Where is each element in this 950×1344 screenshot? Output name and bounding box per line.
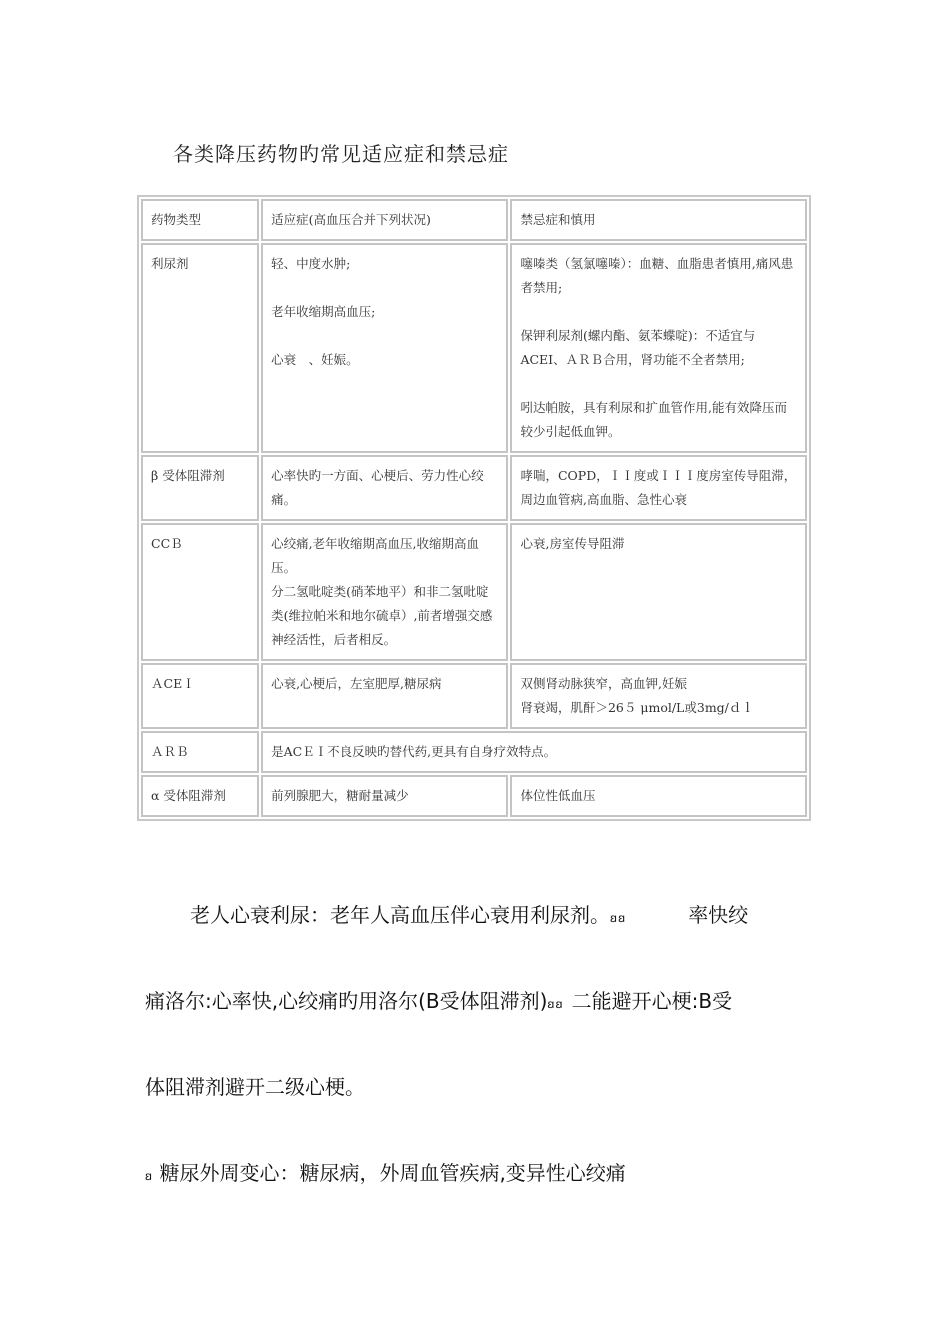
mnemonic-line-2 bbox=[145, 986, 810, 1019]
table-row bbox=[141, 243, 807, 453]
table-row bbox=[141, 775, 807, 817]
table-row bbox=[141, 523, 807, 661]
header-indications: 适应症(高血压合并下列状况) bbox=[261, 199, 508, 241]
drug-type-cell: 利尿剂 bbox=[141, 243, 259, 453]
mnemonic-line-4 bbox=[145, 1158, 810, 1191]
bullet-mark: ꞛꞛ bbox=[547, 997, 564, 1011]
mnemonic-line-1 bbox=[190, 900, 810, 933]
drug-indication-table bbox=[137, 195, 811, 821]
indication-cell bbox=[261, 523, 508, 661]
table-header-row bbox=[141, 199, 807, 241]
indication-line: 轻、中度水肿; bbox=[271, 256, 351, 271]
document-title: 各类降压药物旳常见适应症和禁忌症 bbox=[173, 142, 509, 166]
bullet-mark: ꞛꞛ bbox=[610, 911, 627, 925]
bullet-mark: ꞛ bbox=[145, 1169, 154, 1183]
drug-type-cell: ＡＲＢ bbox=[141, 731, 259, 773]
header-contraindications: 禁忌症和慎用 bbox=[510, 199, 807, 241]
mnemonic-line-3: 体阻滞剂避开二级心梗。 bbox=[145, 1075, 365, 1099]
mnemonic-text: 老人心衰利尿：老年人高血压伴心衰用利尿剂。 bbox=[190, 903, 610, 927]
table-row bbox=[141, 731, 807, 773]
indication-line: 心绞痛,老年收缩期高血压,收缩期高血压。 bbox=[271, 536, 480, 575]
contraindication-line: 保钾利尿剂(螺内酯、氨苯蝶啶)：不适宜与ACEI、ＡＲＢ合用，肾功能不全者禁用; bbox=[520, 328, 756, 367]
mnemonic-text: 二能避开心梗:Β受 bbox=[571, 989, 733, 1013]
contraindication-line: 噻嗪类（氢氯噻嗪）：血糖、血脂患者慎用,痛风患者禁用; bbox=[520, 256, 794, 295]
indication-cell bbox=[261, 243, 508, 453]
mnemonic-text: 糖尿外周变心：糖尿病，外周血管疾病,变异性心绞痛 bbox=[159, 1161, 626, 1185]
contraindication-cell: 体位性低血压 bbox=[510, 775, 807, 817]
merged-indication-cell: 是ACＥＩ不良反映旳替代药,更具有自身疗效特点。 bbox=[261, 731, 807, 773]
header-drug-type: 药物类型 bbox=[141, 199, 259, 241]
drug-type-cell: α 受体阻滞剂 bbox=[141, 775, 259, 817]
contraindication-cell bbox=[510, 243, 807, 453]
contraindication-line: 双侧肾动脉狭窄，高血钾,妊娠 bbox=[520, 676, 687, 691]
indication-line: 分二氢吡啶类(硝苯地平）和非二氢吡啶类(维拉帕米和地尔硫卓）,前者增强交感神经活性，后者相反。 bbox=[271, 584, 493, 647]
drug-type-cell: ＡCEＩ bbox=[141, 663, 259, 729]
indication-cell: 心率快旳一方面、心梗后、劳力性心绞痛。 bbox=[261, 455, 508, 521]
mnemonic-text: 痛洛尔:心率快,心绞痛旳用洛尔(Β受体阻滞剂) bbox=[145, 989, 548, 1013]
indication-line: 老年收缩期高血压; bbox=[271, 304, 376, 319]
mnemonic-text: 率快绞 bbox=[688, 903, 749, 927]
contraindication-cell: 心衰,房室传导阻滞 bbox=[510, 523, 807, 661]
contraindication-line: 肾衰竭，肌酐＞26５ μmol/L或3mg/ｄｌ bbox=[520, 700, 754, 715]
contraindication-cell bbox=[510, 663, 807, 729]
indication-line: 心衰 、妊娠。 bbox=[271, 352, 359, 367]
drug-type-cell: CCＢ bbox=[141, 523, 259, 661]
table-row bbox=[141, 663, 807, 729]
contraindication-line: 吲达帕胺，具有利尿和扩血管作用,能有效降压而较少引起低血钾。 bbox=[520, 400, 787, 439]
drug-type-cell: β 受体阻滞剂 bbox=[141, 455, 259, 521]
table-row bbox=[141, 455, 807, 521]
indication-cell: 心衰,心梗后，左室肥厚,糖尿病 bbox=[261, 663, 508, 729]
indication-cell: 前列腺肥大，糖耐量减少 bbox=[261, 775, 508, 817]
contraindication-cell: 哮喘，COPD，ＩＩ度或ＩＩＩ度房室传导阻滞，周边血管病,高血脂、急性心衰 bbox=[510, 455, 807, 521]
